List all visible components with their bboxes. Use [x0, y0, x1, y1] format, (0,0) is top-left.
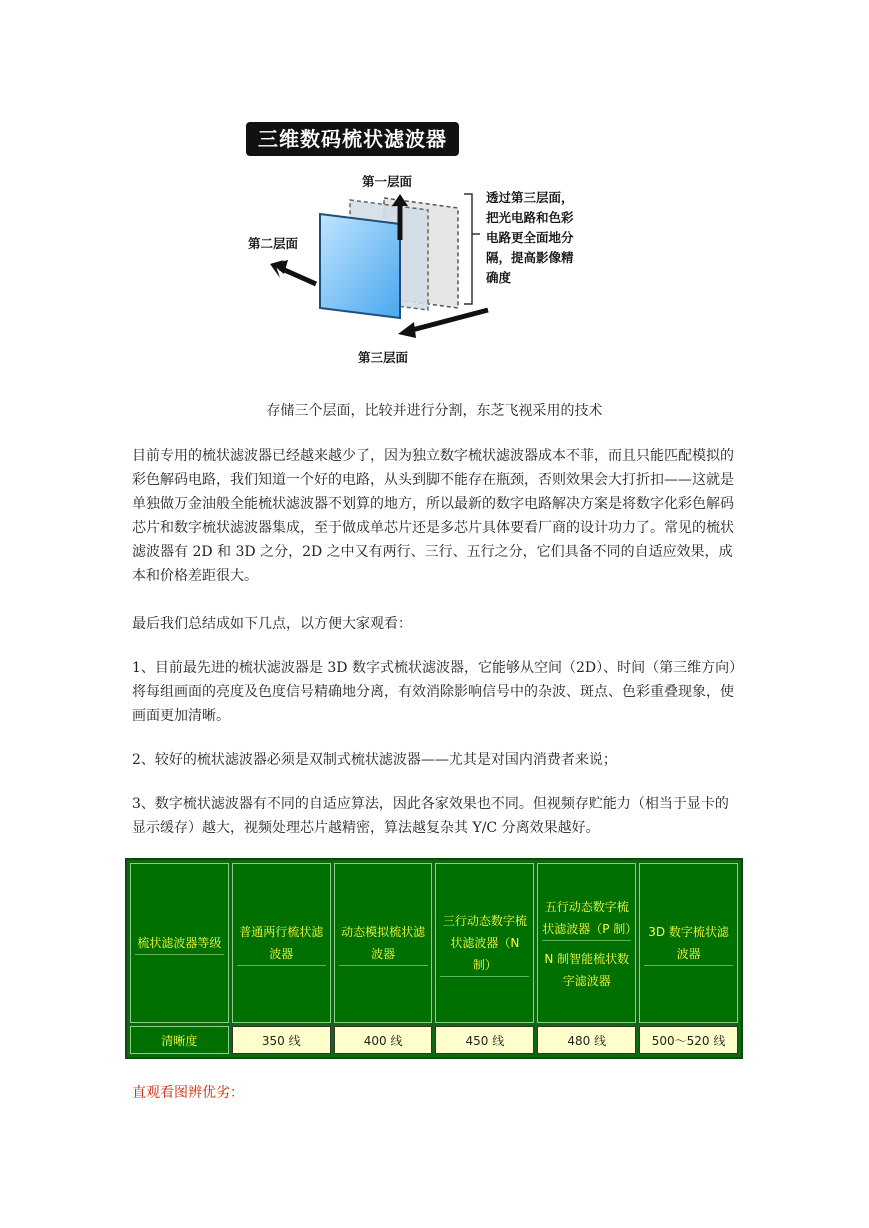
label-layer-one: 第一层面	[362, 174, 413, 189]
row-label-clarity: 清晰度	[130, 1026, 229, 1054]
note-line: 确度	[486, 270, 512, 285]
left-arrow	[280, 268, 316, 284]
table-cell: 350 线	[232, 1026, 331, 1054]
label-layer-three: 第三层面	[358, 350, 409, 365]
note-line: 电路更全面地分	[486, 230, 574, 245]
comb-filter-diagram	[236, 112, 574, 372]
paragraph-intro: 目前专用的梳状滤波器已经越来越少了，因为独立数字梳状滤波器成本不菲，而且只能匹配模拟的彩色解码电路，我们知道一个好的电路，从头到脚不能存在瓶颈，否则效果会大打折扣——这就是单独做万金油般全能梳状滤波器不划算的地方，所以最新的数字电路解决方案是将数字化彩色解码芯片和数字梳状滤波器集成，至于做成单芯片还是多芯片具体要看厂商的设计功力了。常见的梳状滤波器有 2D 和 3D 之分，2D 之中又有两行、三行、五行之分，它们具备不同的自适应效果，成本和价格差距很大。	[132, 448, 734, 584]
note-line: 把光电路和色彩	[486, 210, 574, 225]
section-heading-visual-comparison: 直观看图辨优劣：	[132, 1085, 244, 1101]
table-header-cell: 三行动态数字梳状滤波器（N 制）	[435, 863, 534, 1023]
table-header-cell: 五行动态数字梳状滤波器（P 制） N 制智能梳状数字滤波器	[537, 863, 636, 1023]
comb-filter-table	[125, 858, 743, 1059]
table-header-cell: 普通两行梳状滤波器	[232, 863, 331, 1023]
table-cell: 450 线	[435, 1026, 534, 1054]
paragraph-point-two: 2、较好的梳状滤波器必须是双制式梳状滤波器——尤其是对国内消费者来说；	[132, 752, 617, 768]
table-header-row	[130, 863, 738, 1023]
note-line: 透过第三层面，	[486, 190, 574, 205]
paragraph-point-one: 1、目前最先进的梳状滤波器是 3D 数字式梳状滤波器，它能够从空间（2D）、时间（第三维方向）将每组画面的亮度及色度信号精确地分离，有效消除影响信号中的杂波、斑点、色彩重叠现象，使画面更加清晰。	[132, 660, 737, 724]
paragraph-point-three: 3、数字梳状滤波器有不同的自适应算法，因此各家效果也不同。但视频存贮能力（相当于显卡的显示缓存）越大，视频处理芯片越精密，算法越复杂其 Y/C 分离效果越好。	[132, 796, 729, 836]
table-cell: 400 线	[334, 1026, 433, 1054]
figure-caption: 存储三个层面，比较并进行分割，东芝飞视采用的技术	[266, 403, 603, 419]
bracket	[464, 194, 472, 304]
table-cell: 480 线	[537, 1026, 636, 1054]
layer-two-plane	[320, 214, 400, 318]
paragraph-summary-intro: 最后我们总结成如下几点，以方便大家观看：	[132, 616, 412, 632]
diagram-title: 三维数码梳状滤波器	[246, 122, 459, 156]
table-row	[130, 1026, 738, 1054]
label-layer-two: 第二层面	[248, 236, 299, 251]
table-cell: 500～520 线	[639, 1026, 738, 1054]
note-line: 隔，提高影像精	[486, 250, 574, 265]
diagram-note	[486, 188, 596, 288]
table-header-cell: 3D 数字梳状滤波器	[639, 863, 738, 1023]
down-left-arrow	[412, 310, 488, 330]
table-header-cell: 动态模拟梳状滤波器	[334, 863, 433, 1023]
table-header-cell: 梳状滤波器等级	[130, 863, 229, 1023]
